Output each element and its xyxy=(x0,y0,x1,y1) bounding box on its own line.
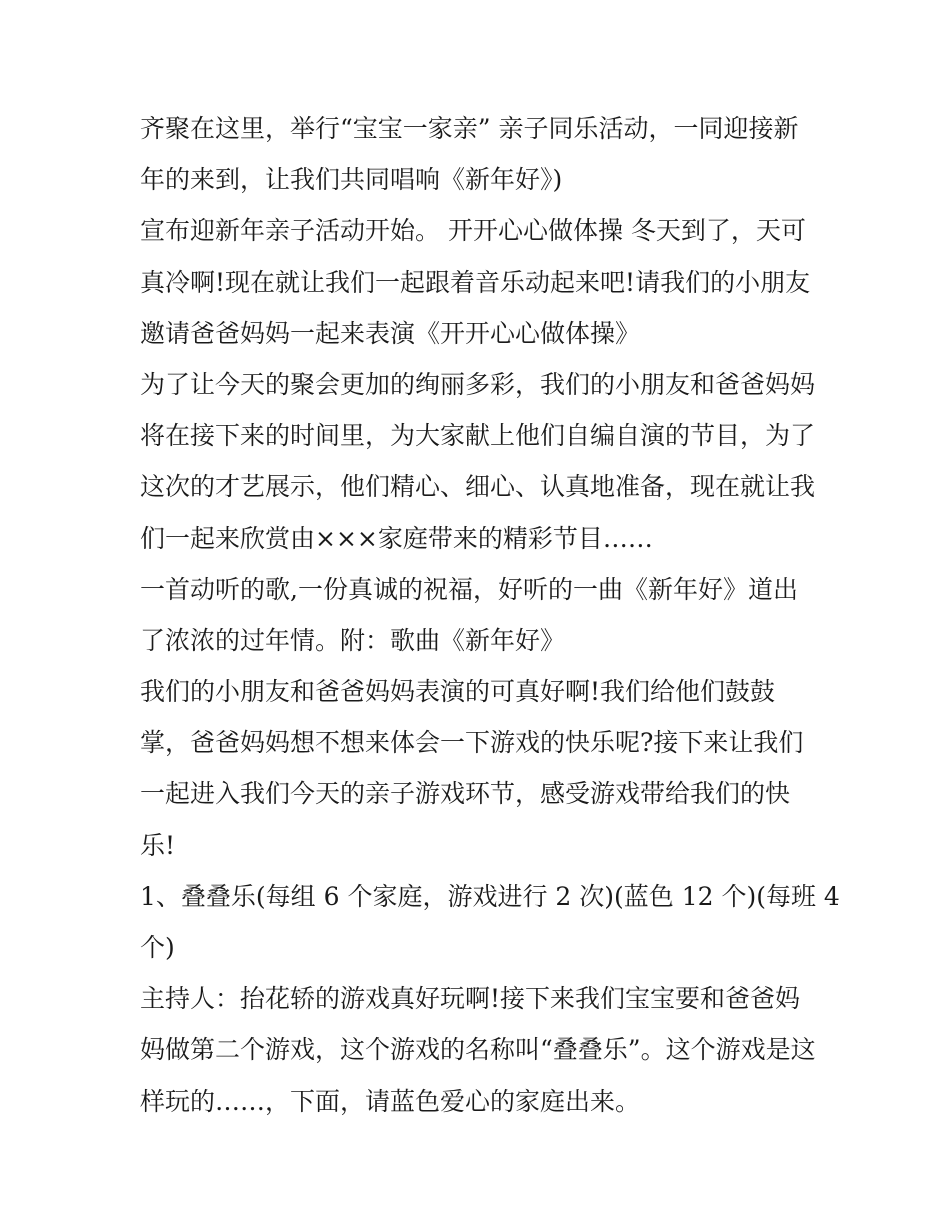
text-line: 宣布迎新年亲子活动开始。 开开心心做体操 冬天到了，天可 xyxy=(140,216,806,246)
text-line: 这次的才艺展示，他们精心、细心、认真地准备，现在就让我 xyxy=(140,472,816,502)
text-line: 年的来到，让我们共同唱响《新年好》) xyxy=(140,165,563,195)
text-line: 一起进入我们今天的亲子游戏环节，感受游戏带给我们的快 xyxy=(140,779,791,809)
text-line: 掌，爸爸妈妈想不想来体会一下游戏的快乐呢?接下来让我们 xyxy=(140,728,804,758)
text-line: 将在接下来的时间里，为大家献上他们自编自演的节目，为了 xyxy=(140,421,816,451)
text-line: 了浓浓的过年情。附：歌曲《新年好》 xyxy=(140,625,566,655)
text-line: 主持人：抬花轿的游戏真好玩啊!接下来我们宝宝要和爸爸妈 xyxy=(140,984,801,1014)
text-line: 们一起来欣赏由×××家庭带来的精彩节目…… xyxy=(140,523,653,553)
text-line: 我们的小朋友和爸爸妈妈表演的可真好啊!我们给他们鼓鼓 xyxy=(140,677,776,707)
text-line: 1、叠叠乐(每组 6 个家庭，游戏进行 2 次)(蓝色 12 个)(每班 4 xyxy=(140,881,840,911)
text-line: 妈做第二个游戏，这个游戏的名称叫“叠叠乐”。这个游戏是这 xyxy=(140,1035,816,1065)
text-line: 乐! xyxy=(140,830,176,860)
document-body xyxy=(140,103,840,1127)
text-line: 邀请爸爸妈妈一起来表演《开开心心做体操》 xyxy=(140,318,641,348)
text-line: 个) xyxy=(140,933,175,962)
text-line: 真冷啊!现在就让我们一起跟着音乐动起来吧!请我们的小朋友 xyxy=(140,267,811,297)
text-line: 一首动听的歌,一份真诚的祝福，好听的一曲《新年好》道出 xyxy=(140,574,798,604)
text-line: 为了让今天的聚会更加的绚丽多彩，我们的小朋友和爸爸妈妈 xyxy=(140,369,816,399)
text-line: 样玩的……，下面，请蓝色爱心的家庭出来。 xyxy=(140,1086,641,1116)
text-line: 齐聚在这里，举行“宝宝一家亲” 亲子同乐活动，一同迎接新 xyxy=(140,114,799,143)
